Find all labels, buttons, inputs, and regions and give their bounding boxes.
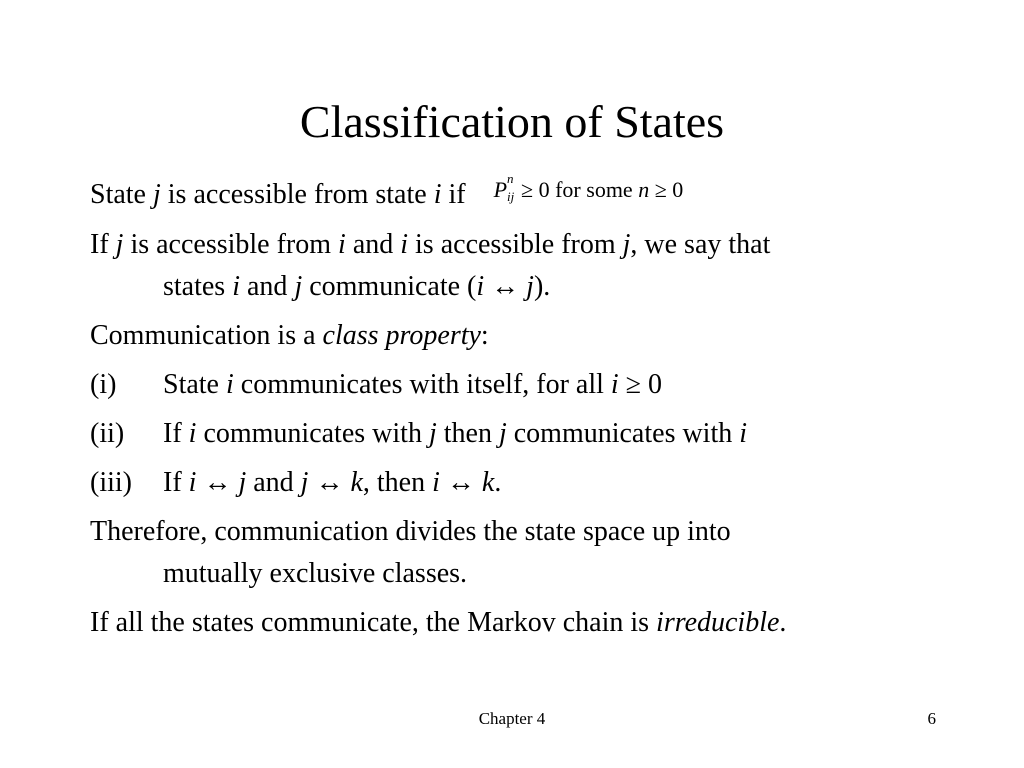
text: communicates with itself, for all <box>233 369 611 400</box>
text: is accessible from <box>408 229 623 260</box>
list-number: (ii) <box>90 418 125 449</box>
ge-zero: ≥ 0 <box>521 177 550 202</box>
text: and <box>240 271 295 302</box>
list-text <box>163 462 501 504</box>
text: , we say that <box>630 229 771 260</box>
text: : <box>480 320 489 351</box>
list-text <box>163 413 747 455</box>
footer-chapter: Chapter 4 <box>478 709 546 728</box>
text: is accessible from <box>123 229 339 260</box>
biarrow-icon: ↔ <box>491 271 520 302</box>
continuation <box>90 271 550 302</box>
text: Therefore, communication divides the state space up into <box>90 516 731 547</box>
var-j: j <box>498 418 507 449</box>
var-j: j <box>428 418 437 449</box>
list-item-i <box>90 364 970 406</box>
text: states <box>163 271 233 302</box>
text: Communication is a <box>90 320 323 351</box>
text: . <box>779 607 787 638</box>
var-i: i <box>476 271 485 302</box>
text: is accessible from state <box>160 179 434 210</box>
text: if <box>441 179 466 210</box>
text: If <box>163 467 189 498</box>
var-j: j <box>300 467 309 498</box>
text: communicate ( <box>302 271 477 302</box>
term-irreducible: irreducible <box>656 607 780 638</box>
list-number: (iii) <box>90 467 132 498</box>
biarrow-icon: ↔ <box>446 467 475 498</box>
var-i: i <box>188 467 197 498</box>
biarrow-icon: ↔ <box>315 467 344 498</box>
line-accessible-definition <box>90 170 970 217</box>
var-i: i <box>432 467 440 498</box>
var-i: i <box>610 369 619 400</box>
var-P: P <box>493 177 508 202</box>
superscript-subscript <box>507 170 521 204</box>
sub-ij: ij <box>507 188 515 204</box>
text: If all the states communicate, the Markov chain is <box>90 607 657 638</box>
list-item-iii <box>90 462 970 504</box>
var-k: k <box>350 467 363 498</box>
text: State <box>90 179 153 210</box>
continuation: mutually exclusive classes. <box>163 558 468 589</box>
var-j: j <box>153 179 161 210</box>
text: and <box>345 229 401 260</box>
line-class-property <box>90 315 970 357</box>
var-j: j <box>526 271 534 302</box>
var-i: i <box>232 271 240 302</box>
var-j: j <box>622 229 631 260</box>
text: communicates with <box>196 418 429 449</box>
term-class-property: class property <box>322 320 481 351</box>
list-text <box>163 364 662 406</box>
footer-page-number: 6 <box>927 709 936 728</box>
text: If <box>163 418 189 449</box>
text: communicates with <box>506 418 740 449</box>
var-i: i <box>400 229 409 260</box>
var-i: i <box>338 229 346 260</box>
var-i: i <box>433 179 442 210</box>
list-item-ii <box>90 413 970 455</box>
slide-body <box>90 170 970 651</box>
var-n: n <box>638 177 650 202</box>
accessibility-formula <box>494 169 684 211</box>
text: If <box>90 229 116 260</box>
text: ). <box>533 271 551 302</box>
ge-zero: ≥ 0 <box>625 369 663 400</box>
biarrow-icon: ↔ <box>203 467 232 498</box>
var-i: i <box>226 369 234 400</box>
text: , then <box>362 467 433 498</box>
ge-zero: ≥ 0 <box>654 177 684 202</box>
text: for some <box>549 177 639 202</box>
var-j: j <box>294 271 303 302</box>
list-number: (i) <box>90 369 117 400</box>
line-communicate-definition <box>90 224 970 308</box>
var-j: j <box>115 229 124 260</box>
text: . <box>494 467 502 498</box>
line-irreducible <box>90 602 970 644</box>
text: then <box>436 418 499 449</box>
sup-n: n <box>507 170 514 186</box>
var-i: i <box>188 418 197 449</box>
var-k: k <box>481 467 495 498</box>
var-j: j <box>238 467 247 498</box>
line-therefore <box>90 511 970 595</box>
var-i: i <box>739 418 748 449</box>
text: and <box>246 467 301 498</box>
slide-title: Classification of States <box>299 96 725 147</box>
text: State <box>163 369 226 400</box>
